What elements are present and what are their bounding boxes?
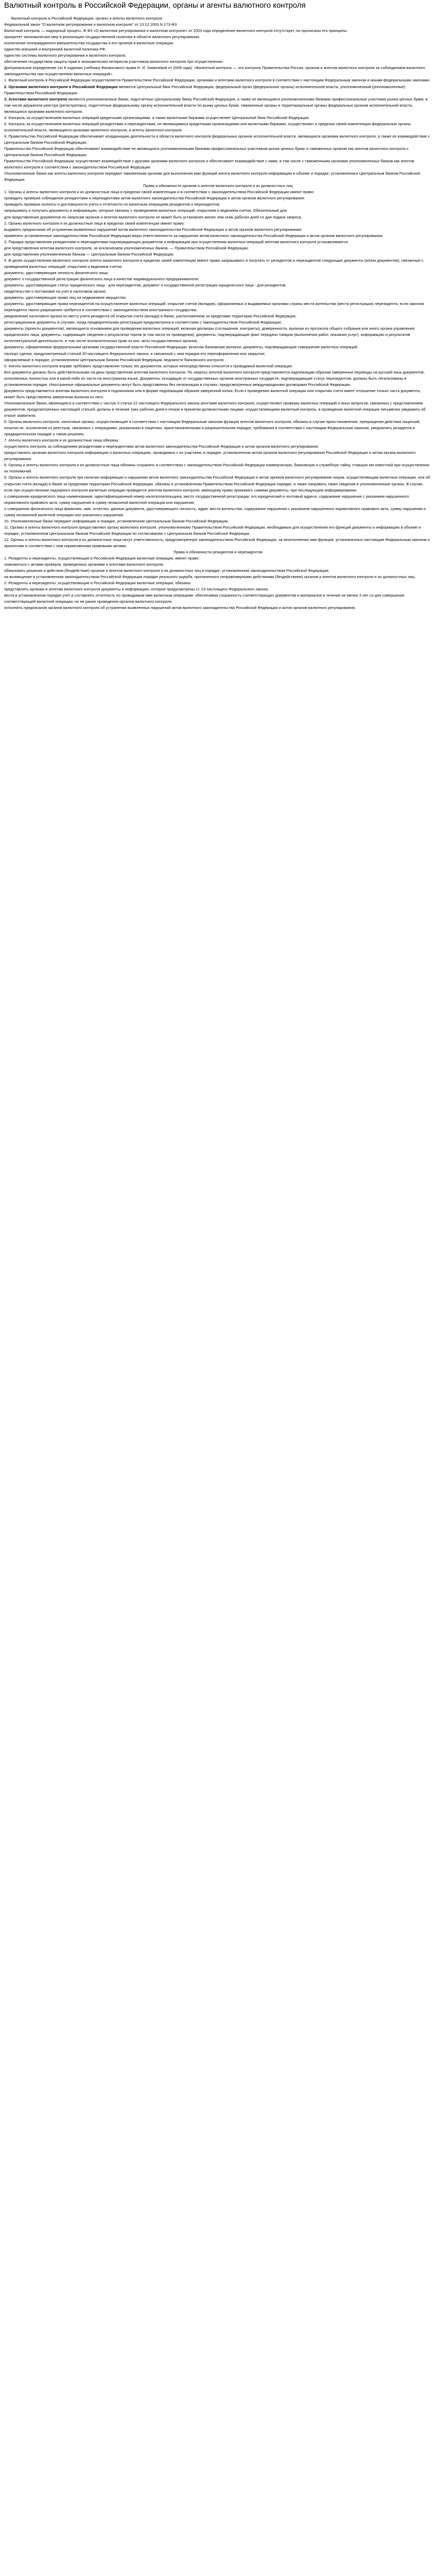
paragraph: 12. Органы и агенты валютного контроля и их должностные лица несут ответственность, предусмотренную законодательством Российской Федерации, за неисполнение ими функций, установленных настоящим Федеральным законом и принятыми в соответствии с ним нормативными правовыми актами. xyxy=(4,537,430,548)
paragraph: обеспечение государством защиты прав и экономических интересов участников валютного контроля при осуществлении. xyxy=(4,59,224,64)
paragraph: 2. Резиденты и нерезиденты, осуществляющие в Российской Федерации валютные операции, обязаны: xyxy=(4,581,191,586)
paragraph: Правительство Российской Федерации обеспечивает взаимодействие не являющихся уполномоченными банками профессиональных участников рынка ценных бумаг и таможенных органов как агентов валютного контроля с Центральным банком Российской Федерации. xyxy=(4,146,409,158)
paragraph: о совершении физического лица фамилию, имя, отчество, данные документа, удостоверяющего личность, адрес места жительства, содержание нарушения с указанием нарушенного нормативного правового акта, сумму нарушения и сумму незаконной валютной операции или указанного нарушения. xyxy=(4,506,426,517)
paragraph: документ о государственной регистрации физического лица в качестве индивидуального предпринимателя; xyxy=(4,276,199,281)
paragraph: 4. В целях осуществления валютного контроля агенты валютного контроля в пределах своей компетенции имеют право запрашивать и получать от резидентов и нерезидентов следующие документы (копии документов), связанные с проведением валютных операций, открытием и ведением счетов: xyxy=(4,258,424,269)
paragraph: применять установленные законодательством Российской Федерации меры ответственности за нарушение актов валютного законодательства Российской Федерации и актов органов валютного регулирования. xyxy=(4,233,383,238)
paragraph: 2. Органами валютного контроля в Российской Федерации являются Центральный банк Российской Федерации, федеральный орган (федеральные органы) исполнительной власти, уполномоченный (уполномоченные) Правительством Российской Федерации. xyxy=(4,84,406,95)
paragraph: свидетельство о постановке на учет в налоговом органе; xyxy=(4,289,107,294)
paragraph: Валютный контроль в Российской Федерации, органы и агенты валютного контроля xyxy=(11,16,162,21)
paragraph: единство системы валютного регулирования и валютного контроля; xyxy=(4,53,127,58)
paragraph: 9. Органы и агенты валютного контроля при наличии информации о нарушении актов валютного законодательства Российской Федерации и актов органов валютного регулирования лицом, осуществляющим валютные операции, или об открытии счета (вклада) в банке за пределами территории Российской Федерации, обязаны в установленном Правительством Российской Федерации порядке, а также направить такие сведения в уполномоченные органы. В случае, если при осуществлении надзорного контроля валютные операции проводятся агентом валютного контроля, имеющему право принимать самими документы, при последующем информировании; xyxy=(4,475,430,493)
paragraph: обжаловать решения и действия (бездействие) органов и агентов валютного контроля и их должностных лиц в порядке, установленном законодательством Российской Федерации; xyxy=(4,568,329,573)
paragraph: 4. Контроль за осуществлением валютных операций кредитными организациями, а также валютными биржами осуществляет Центральный банк Российской Федерации. xyxy=(4,115,310,120)
document-page xyxy=(0,1,436,617)
paragraph: вести в установленном порядке учет и составлять отчетность по проводимым ими валютным операциям, обеспечивая сохранность соответствующих документов и материалов в течение не менее 3 лет со дня совершения соответствующей валютной операции, но не ранее проведения органом валютного контроля; xyxy=(4,593,405,604)
paragraph: представлять органам и агентам валютного контроля документы и информацию, которые предусмотрены ст. 23 настоящего Федерального закона; xyxy=(4,587,269,592)
paragraph: документы, удостоверяющие право лиц на недвижимое имущество; xyxy=(4,295,127,300)
paragraph: регистрационные документы в случаях, когда предварительная регистрация предусмотрена в соответствии с законодательством Российской Федерации; xyxy=(4,320,282,325)
paragraph: документы, удостоверяющие личность физического лица; xyxy=(4,270,109,275)
paragraph: 3. Порядок представления резидентами и нерезидентами подтверждающих документов и информации при осуществлении валютных операций агентам валютного контроля устанавливается: xyxy=(4,239,349,244)
paragraph: 11. Органы и агенты валютного контроля предоставляют органу валютного контроля, уполномоченному Правительством Российской Федерации, необходимые для осуществления его функций документы и информацию в объеме и порядке, установленном Центральным банком Российской Федерации по согласованию с Центральным банком Российской Федерации. xyxy=(4,524,421,536)
paragraph: выдавать предписания об устранении выявленных нарушений актов валютного законодательства Российской Федерации и актов органов валютного регулирования; xyxy=(4,227,302,232)
paragraph: Федеральный закон "О валютном регулировании и валютном контроле" от 10.12.2003 N 173-ФЗ xyxy=(4,22,177,27)
paragraph: 5. Агенты валютного контроля вправе требовать представления только тех документов, которые непосредственно относятся к проводимой валютной операции. xyxy=(4,363,293,368)
paragraph: Валютный контроль — надзорный процесс. В ФЗ «О валютном регулировании и валютном контроле» от 2003 года определение валютного контроля отсутствует, но прописаны его принципы: xyxy=(4,28,348,33)
paragraph: Правительство Российской Федерации осуществляет взаимодействие с другими органами валютного контроля и обеспечивает взаимодействие с ними, в том числе с таможенными органами уполномоченных банков как агентов валютного контроля в соответствии с законодательством Российской Федерации. xyxy=(4,159,414,170)
paragraph: для представления агентам валютного контроля, за исключением уполномоченных банков, — Правительством Российской Федерации; xyxy=(4,245,249,250)
paragraph: запрашивать и получать документы и информацию, которые связаны с проведением валютных операций, открытием и ведением счетов. Обязательный для xyxy=(4,208,287,213)
bold-lead: 2. Органами валютного контроля в Российской Федерации xyxy=(4,84,118,89)
paragraph: документы (проекты документов), являющиеся основанием для проведения валютных операций, включая договоры (соглашения, контракты), доверенности, выписки из протокола общего собрания или иного органа управления юридического лица, документы, содержащие сведения о результатах торгов (в том числе их проведения), документы, подтверждающие факт передачи товаров (выполнения работ, оказания услуг), информацию и результатов интеллектуальной деятельности, в том числе исключительных прав на них, акты государственных органов; xyxy=(4,326,415,344)
paragraph: 6. Органы валютного контроля, налоговые органы, осуществляющие в соответствии с настоящим Федеральным законом функции агентов валютного контроля, обязаны в случае приостановления, прекращения действия лицензий, изъятия их, исключения из реестров, связанных с операциями, указанными в лицензии, приостановленными в разрешительном порядке, требования в соответствии с настоящим Федеральным законом, уведомлять резидента в предварительном порядке о таком решении. xyxy=(4,419,421,437)
paragraph: предоставлять органам валютного контроля информацию о валютных операциях, проводимых с их участием, в порядке, установленном актом органов валютного регулирования Российской Федерации и актом органа валютного регулирования. xyxy=(4,450,416,462)
paragraph: проводить проверки полноты и достоверности учета и отчетности по валютным операциям резидентов и нерезидентов; xyxy=(4,202,220,207)
paragraph: проводить проверки соблюдения резидентами и нерезидентами актов валютного законодательства Российской Федерации и актов органов валютного регулирования; xyxy=(4,196,305,201)
paragraph: Уполномоченные банки, являющиеся в соответствии с частью 3 статьи 22 настоящего Федерального закона агентами валютного контроля, осуществляют проверку валютных операций и иных вопросов, связанных с представлением документов, предусмотренных настоящей статьей, должны в течение трех рабочих дней и отказе в принятии должностными лицами, осуществляющими валютный контроль, в проведении валютной операции письменно уведомить об отказе заявителя. xyxy=(4,400,426,418)
document-body xyxy=(4,15,432,612)
paragraph: исключение неоправданного вмешательства государства и его органов в валютные операции; xyxy=(4,41,175,46)
paragraph: документы, удостоверяющие статус юридического лица - для нерезидентов, документ о государственной регистрации юридического лица - для резидентов; xyxy=(4,283,287,288)
paragraph: 5. Контроль за осуществлением валютных операций резидентами и нерезидентами, не являющимися кредитными организациями или валютными биржами, осуществляют в пределах своей компетенции федеральные органы исполнительной власти, являющиеся органами валютного контроля, и агенты валютного контроля. xyxy=(4,121,411,132)
paragraph: 2. Органы валютного контроля и их должностные лица в пределах своей компетенции имеют право: xyxy=(4,221,185,226)
paragraph: о совершении юридического лица наименование, идентификационный номер налогоплательщика, место государственной регистрации, его юридический и почтовый адреса, содержание нарушения с указанием нарушенного нормативного правового акта, сумму нарушения в сумму незаконной валютной операции или нарушения; xyxy=(4,494,409,505)
document-title: Валютный контроль в Российской Федерации, органы и агенты валютного контроля xyxy=(4,1,306,10)
paragraph: оформляемые в порядке, установленном Центральным банком Российской Федерации, ведомости банковского контроля; xyxy=(4,357,224,362)
paragraph: 1. Органы и агенты валютного контроля и их должностные лица в пределах своей компетенции и в соответствии с законодательством Российской Федерации имеют право: xyxy=(4,190,315,195)
section-heading: Права и обязанности резидентов и нерезидентов xyxy=(173,550,263,555)
paragraph: документы, удостоверяющие права нерезидентов на осуществление валютных операций, открытие счетов (вкладов), оформляемых и выдаваемых органами страны места жительства (места регистрации) нерезидента, если законом нерезидента такого разрешения требуется в соответствии с законодательством иностранного государства; xyxy=(4,301,424,313)
paragraph: 3. Агентами валютного контроля являются уполномоченные банки, подотчетные Центральному банку Российской Федерации, а также не являющиеся уполномоченными банками профессиональные участники рынка ценных бумаг, в том числе держатели реестра (регистраторы), подотчетные федеральному органу исполнительной власти по рынку ценных бумаг, таможенные органы и территориальные органы федеральных органов исполнительной власти, являющихся органами валютного контроля. xyxy=(4,96,428,114)
paragraph: приоритет экономических мер в реализации государственной политики в области валютного регулирования; xyxy=(4,35,200,40)
paragraph: Документы представляются агентам валютного контроля в подлинниках или в форме надлежащим образом заверенной копии. Если к проведению валютной операции или открытию счета имеет отношение только часть документа, может быть представлена заверенная выписка из него. xyxy=(4,388,421,399)
paragraph: 1. Резиденты и нерезиденты, осуществляющие в Российской Федерации валютные операции, имеют право: xyxy=(4,556,200,561)
paragraph: паспорт сделки, предусмотренный статьей 20 настоящего Федерального закона, и связанный с ним порядок его переоформления или закрытия; xyxy=(4,351,266,356)
paragraph: 8. Органы и агенты валютного контроля и их должностные лица обязаны сохранять в соответствии с законодательством Российской Федерации коммерческую, банковскую и служебную тайну, ставшую им известной при осуществлении их полномочий. xyxy=(4,463,430,474)
paragraph: Уполномоченные банки как агенты валютного контроля передают таможенным органам для выполнения ими функций агента валютного контроля информацию в объеме и порядке, установленных Центральным банком Российской Федерации. xyxy=(4,171,421,182)
paragraph: знакомиться с актами проверок, проведенных органами и агентами валютного контроля; xyxy=(4,562,164,567)
paragraph: единство внешней и внутренней валютной политики РФ; xyxy=(4,47,107,52)
paragraph: 1. Валютный контроль в Российской Федерации осуществляется Правительством Российской Федерации, органами и агентами валютного контроля в соответствии с настоящим Федеральным законом и иными федеральными законами. xyxy=(4,78,430,83)
paragraph: 7. Агенты валютного контроля и их должностные лица обязаны: xyxy=(4,438,119,443)
paragraph: для представления документов по запросам органов и агентов валютного контроля не может быть установлен менее чем семь рабочих дней со дня подачи запроса. xyxy=(4,214,302,219)
paragraph: Все документы должны быть действительными на день представления агентам валютного контроля. По запросу агентов валютного контроля представляются надлежащим образом заверенные переводы на русский язык документов, исполненных полностью или в какой-либо их части на иностранном языке. Документы, исходящие от государственных органов иностранных государств, подтверждающие статус нерезидентов, должны быть легализованы в установленном порядке. Иностранные официальные документы могут быть представлены без легализации в случаях, предусмотренных международными договорами Российской Федерации. xyxy=(4,369,425,387)
paragraph: 6. Правительство Российской Федерации обеспечивает координацию деятельности в области валютного контроля федеральных органов исполнительной власти, являющихся органами валютного контроля, а также их взаимодействие с Центральным банком Российской Федерации. xyxy=(4,133,430,145)
section-heading: Права и обязанности органов и агентов валютного контроля и их должностных лиц xyxy=(143,183,293,189)
paragraph: документы, оформляемые федеральными органами государственной власти Российской Федерации, включая банковские выписки; документы, подтверждающие совершение валютных операций; xyxy=(4,345,358,350)
paragraph: осуществлять контроль за соблюдением резидентами и нерезидентами актов валютного законодательства Российской Федерации и актов органов валютного регулирования; xyxy=(4,444,319,449)
paragraph: для представления уполномоченным банкам — Центральным банком Российской Федерации. xyxy=(4,251,175,257)
paragraph: Доктринальное определение (по 8 изданию учебника Финансового права Н. И. Химичевой от 2008 года): «Валютный контроль — это контроль Правительства России, органов и агентов валютного контроля за соблюдением валютного законодательства при осуществлении валютных операций». xyxy=(4,65,425,77)
paragraph: исполнять предписания органов валютного контроля об устранении выявленных нарушений актов валютного законодательства Российской Федерации и актов органов валютного регулирования. xyxy=(4,605,356,611)
bold-lead: 3. Агентами валютного контроля xyxy=(4,96,67,101)
paragraph: на возмещение в установленном законодательством Российской Федерации порядке реального ущерба, причиненного неправомерными действиями (бездействием) органов и агентов валютного контроля и их должностных лиц. xyxy=(4,574,416,580)
paragraph: 10. Уполномоченные банки передают информацию в порядке, установленном Центральным банком Российской Федерации. xyxy=(4,518,229,523)
paragraph: уведомление налогового органа по месту учета резидента об открытии счета (вклада) в банке, расположенном за пределами территории Российской Федерации; xyxy=(4,314,297,319)
